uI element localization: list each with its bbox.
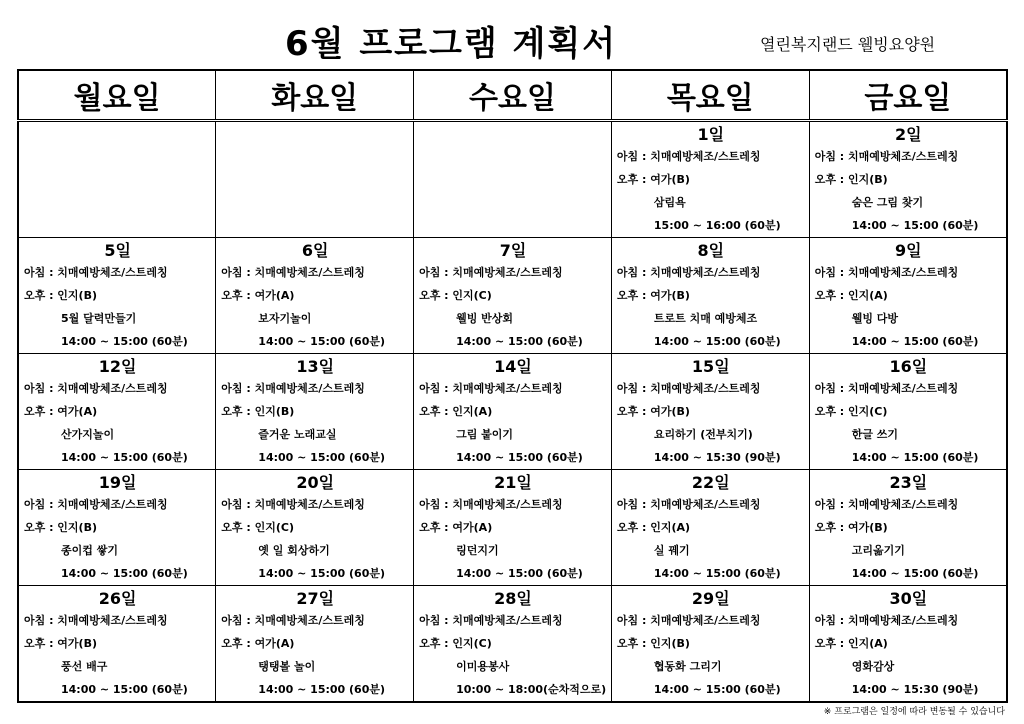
day-cell (809, 237, 1007, 353)
day-number: 6일 (301, 240, 329, 260)
activity-time: 14:00 ~ 15:00 (60분) (851, 566, 979, 580)
morning-program: 아침 : 치매예방체조/스트레칭 (24, 613, 168, 627)
week-row (18, 585, 1007, 702)
afternoon-program: 오후 : 인지(B) (814, 172, 888, 186)
week-row (18, 469, 1007, 585)
week-row (18, 120, 1007, 237)
day-number: 14일 (494, 356, 532, 376)
morning-program: 아침 : 치매예방체조/스트레칭 (616, 381, 761, 395)
weekday-tue: 화요일 (216, 70, 414, 120)
activity-time: 14:00 ~ 15:00 (60분) (456, 334, 583, 348)
day-cell (414, 237, 612, 353)
activity-time: 14:00 ~ 15:00 (60분) (258, 682, 386, 696)
afternoon-program: 오후 : 여가(A) (221, 288, 295, 302)
day-cell (809, 469, 1007, 585)
activity-name: 영화감상 (851, 659, 895, 673)
activity-time: 14:00 ~ 15:00 (60분) (851, 218, 979, 232)
weekday-wed: 수요일 (414, 70, 612, 120)
afternoon-program: 오후 : 인지(A) (814, 288, 888, 302)
activity-name: 웰빙 다방 (851, 311, 899, 325)
morning-program: 아침 : 치매예방체조/스트레칭 (24, 497, 168, 511)
activity-time: 14:00 ~ 15:00 (60분) (258, 450, 386, 464)
morning-program: 아침 : 치매예방체조/스트레칭 (419, 265, 563, 279)
activity-time: 14:00 ~ 15:00 (60분) (653, 566, 781, 580)
day-cell (216, 353, 414, 469)
activity-name: 웰빙 반상회 (456, 311, 514, 325)
day-cell (611, 120, 809, 237)
morning-program: 아침 : 치매예방체조/스트레칭 (814, 149, 959, 163)
activity-time: 14:00 ~ 15:00 (60분) (653, 682, 781, 696)
activity-time: 14:00 ~ 15:00 (60분) (456, 450, 583, 464)
day-number: 28일 (494, 588, 532, 608)
day-number: 15일 (691, 356, 730, 376)
morning-program: 아침 : 치매예방체조/스트레칭 (419, 613, 563, 627)
activity-name: 5월 달력만들기 (61, 311, 137, 325)
activity-name: 종이컵 쌓기 (61, 543, 118, 557)
activity-name: 링던지기 (456, 543, 499, 557)
day-number: 23일 (889, 472, 928, 492)
afternoon-program: 오후 : 인지(C) (221, 520, 294, 534)
day-number: 2일 (895, 124, 922, 144)
activity-time: 14:00 ~ 15:00 (60분) (61, 566, 188, 580)
afternoon-program: 오후 : 인지(A) (616, 520, 691, 534)
day-number: 8일 (697, 240, 725, 260)
activity-name: 풍선 배구 (61, 659, 108, 673)
morning-program: 아침 : 치매예방체조/스트레칭 (616, 613, 761, 627)
activity-name: 탱탱볼 놀이 (258, 659, 316, 673)
activity-time: 10:00 ~ 18:00(순차적으로) (456, 682, 607, 696)
afternoon-program: 오후 : 인지(C) (419, 636, 492, 650)
activity-name: 삼림욕 (653, 195, 686, 209)
afternoon-program: 오후 : 여가(B) (616, 288, 690, 302)
activity-time: 15:00 ~ 16:00 (60분) (653, 218, 781, 232)
day-cell (611, 353, 809, 469)
morning-program: 아침 : 치매예방체조/스트레칭 (616, 265, 761, 279)
day-number: 13일 (296, 356, 335, 376)
afternoon-program: 오후 : 인지(C) (814, 404, 888, 418)
activity-name: 그림 붙이기 (456, 427, 514, 441)
activity-name: 보자기놀이 (258, 311, 312, 325)
afternoon-program: 오후 : 인지(C) (419, 288, 492, 302)
activity-name: 트로트 치매 예방체조 (653, 311, 758, 325)
day-number: 5일 (104, 240, 131, 260)
day-cell (18, 237, 216, 353)
afternoon-program: 오후 : 여가(B) (24, 636, 98, 650)
day-cell (414, 585, 612, 702)
morning-program: 아침 : 치매예방체조/스트레칭 (419, 497, 563, 511)
day-cell (414, 469, 612, 585)
organization-name: 열린복지랜드 웰빙요양원 (760, 35, 936, 54)
afternoon-program: 오후 : 인지(A) (814, 636, 888, 650)
activity-name: 한글 쓰기 (851, 427, 899, 441)
document-header (0, 12, 1024, 68)
empty-day-cell (18, 120, 216, 237)
morning-program: 아침 : 치매예방체조/스트레칭 (814, 265, 959, 279)
page-title: 6월 프로그램 계획서 (285, 24, 618, 64)
day-number: 1일 (697, 124, 725, 144)
activity-time: 14:00 ~ 15:30 (90분) (653, 450, 781, 464)
activity-name: 숨은 그림 찾기 (851, 195, 924, 209)
afternoon-program: 오후 : 여가(B) (616, 172, 690, 186)
activity-name: 즐거운 노래교실 (258, 427, 337, 441)
weekday-mon: 월요일 (18, 70, 216, 120)
activity-time: 14:00 ~ 15:00 (60분) (653, 334, 781, 348)
afternoon-program: 오후 : 여가(B) (616, 404, 690, 418)
afternoon-program: 오후 : 여가(A) (221, 636, 295, 650)
afternoon-program: 오후 : 인지(B) (24, 520, 98, 534)
day-number: 20일 (296, 472, 335, 492)
morning-program: 아침 : 치매예방체조/스트레칭 (221, 381, 365, 395)
activity-time: 14:00 ~ 15:00 (60분) (456, 566, 583, 580)
week-row (18, 237, 1007, 353)
day-cell (809, 353, 1007, 469)
afternoon-program: 오후 : 인지(B) (616, 636, 690, 650)
activity-name: 요리하기 (전부치기) (653, 427, 753, 441)
weekday-fri: 금요일 (809, 70, 1007, 120)
day-cell (611, 585, 809, 702)
activity-name: 고리옮기기 (851, 543, 905, 557)
day-number: 9일 (895, 240, 922, 260)
day-cell (809, 585, 1007, 702)
day-cell (18, 585, 216, 702)
activity-name: 옛 일 회상하기 (258, 543, 330, 557)
day-number: 16일 (889, 356, 928, 376)
activity-time: 14:00 ~ 15:30 (90분) (851, 682, 979, 696)
morning-program: 아침 : 치매예방체조/스트레칭 (616, 149, 761, 163)
footer-note: ※ 프로그램은 일정에 따라 변동될 수 있습니다 (823, 707, 1005, 717)
activity-name: 실 꿰기 (653, 543, 690, 557)
day-number: 30일 (889, 588, 928, 608)
activity-name: 이미용봉사 (456, 659, 510, 673)
day-cell (216, 469, 414, 585)
day-number: 7일 (499, 240, 527, 260)
morning-program: 아침 : 치매예방체조/스트레칭 (24, 265, 168, 279)
day-cell (809, 120, 1007, 237)
morning-program: 아침 : 치매예방체조/스트레칭 (24, 381, 168, 395)
morning-program: 아침 : 치매예방체조/스트레칭 (221, 497, 365, 511)
day-number: 29일 (691, 588, 730, 608)
day-number: 27일 (296, 588, 335, 608)
afternoon-program: 오후 : 인지(B) (221, 404, 295, 418)
activity-name: 산가지놀이 (61, 427, 115, 441)
afternoon-program: 오후 : 인지(A) (419, 404, 493, 418)
morning-program: 아침 : 치매예방체조/스트레칭 (221, 613, 365, 627)
day-cell (18, 469, 216, 585)
activity-name: 협동화 그리기 (653, 659, 722, 673)
afternoon-program: 오후 : 여가(A) (419, 520, 493, 534)
activity-time: 14:00 ~ 15:00 (60분) (61, 450, 188, 464)
activity-time: 14:00 ~ 15:00 (60분) (61, 682, 188, 696)
day-cell (611, 237, 809, 353)
day-cell (216, 585, 414, 702)
afternoon-program: 오후 : 여가(A) (24, 404, 98, 418)
morning-program: 아침 : 치매예방체조/스트레칭 (814, 381, 959, 395)
program-calendar (17, 69, 1008, 703)
morning-program: 아침 : 치매예방체조/스트레칭 (419, 381, 563, 395)
afternoon-program: 오후 : 여가(B) (814, 520, 888, 534)
weekday-header-row (18, 70, 1007, 120)
day-number: 26일 (98, 588, 137, 608)
morning-program: 아침 : 치매예방체조/스트레칭 (814, 497, 959, 511)
activity-time: 14:00 ~ 15:00 (60분) (851, 334, 979, 348)
day-cell (216, 237, 414, 353)
activity-time: 14:00 ~ 15:00 (60분) (61, 334, 188, 348)
day-number: 21일 (494, 472, 532, 492)
day-cell (414, 353, 612, 469)
morning-program: 아침 : 치매예방체조/스트레칭 (221, 265, 365, 279)
empty-day-cell (216, 120, 414, 237)
day-cell (18, 353, 216, 469)
activity-time: 14:00 ~ 15:00 (60분) (258, 566, 386, 580)
afternoon-program: 오후 : 인지(B) (24, 288, 98, 302)
day-cell (611, 469, 809, 585)
day-number: 22일 (691, 472, 730, 492)
day-number: 12일 (98, 356, 137, 376)
morning-program: 아침 : 치매예방체조/스트레칭 (814, 613, 959, 627)
morning-program: 아침 : 치매예방체조/스트레칭 (616, 497, 761, 511)
activity-time: 14:00 ~ 15:00 (60분) (258, 334, 386, 348)
weekday-thu: 목요일 (611, 70, 809, 120)
week-row (18, 353, 1007, 469)
empty-day-cell (414, 120, 612, 237)
day-number: 19일 (98, 472, 137, 492)
activity-time: 14:00 ~ 15:00 (60분) (851, 450, 979, 464)
